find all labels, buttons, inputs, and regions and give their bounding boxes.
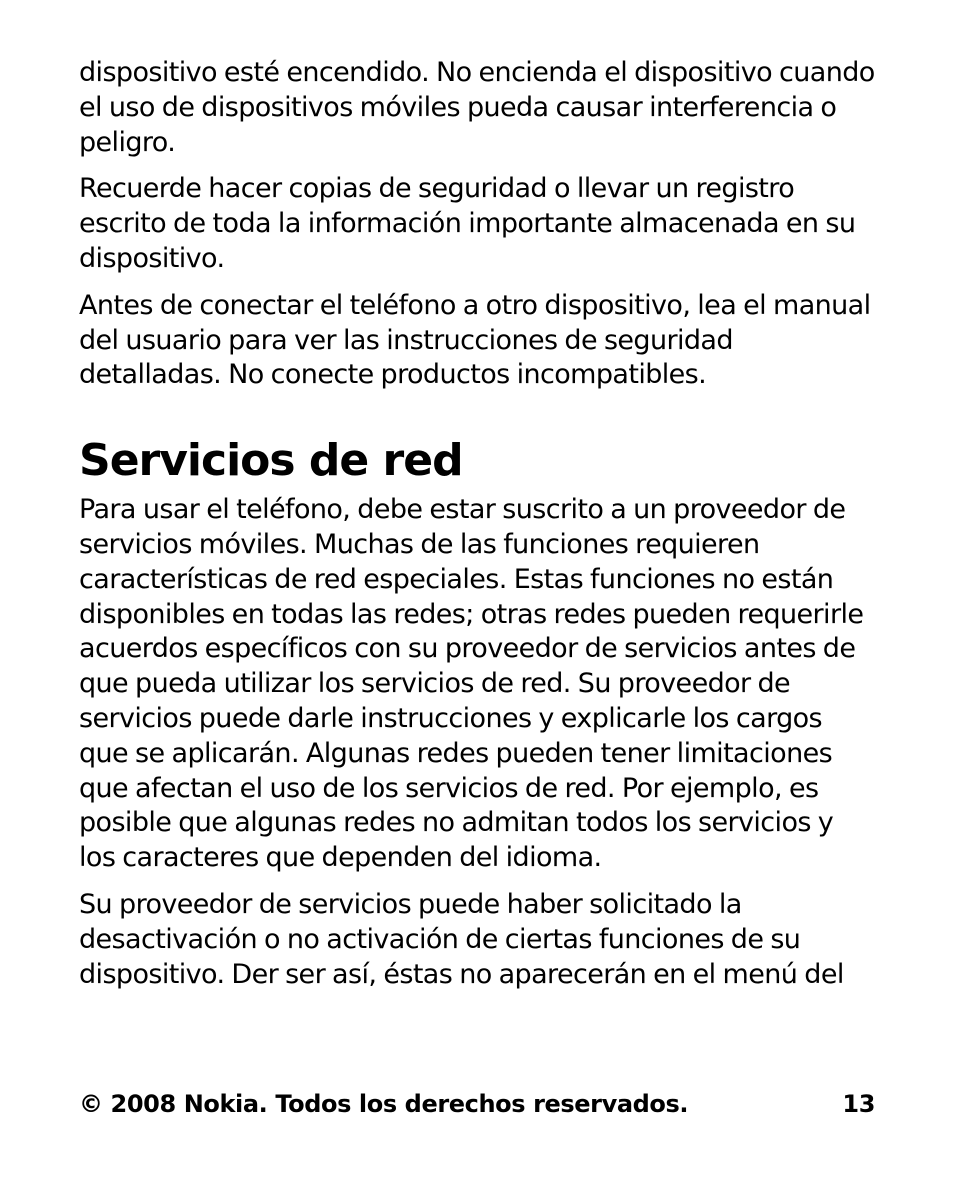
paragraph-network-services: Para usar el teléfono, debe estar suscrito a un proveedor de servicios móviles. Muchas de las funciones requieren características de red especiales. Estas funciones no están disponibles en todas las redes; otras redes pueden requerirle acuerdos específicos con su proveedor de servicios antes de que pueda utilizar los servicios de red. Su proveedor de servicios puede darle instrucciones y explicarle los cargos que se aplicarán. Algunas redes pueden tener limitaciones que afectan el uso de los servicios de red. Por ejemplo, es posible que algunas redes no admitan todos los servicios y los caracteres que dependen del idioma.	[79, 494, 864, 874]
page-footer	[79, 1090, 875, 1118]
section-heading: Servicios de red	[79, 435, 463, 487]
page-content	[79, 56, 875, 1004]
paragraph-power-on: dispositivo esté encendido. No encienda el dispositivo cuando el uso de dispositivos móviles pueda causar interferencia o peligro.	[79, 57, 875, 158]
page-number: 13	[842, 1090, 875, 1118]
paragraph-backup: Recuerde hacer copias de seguridad o llevar un registro escrito de toda la información importante almacenada en su dispositivo.	[79, 173, 856, 274]
paragraph-provider-features: Su proveedor de servicios puede haber solicitado la desactivación o no activación de ciertas funciones de su dispositivo. Der ser así, éstas no aparecerán en el menú del	[79, 888, 844, 990]
copyright-notice: © 2008 Nokia. Todos los derechos reservados.	[79, 1090, 689, 1118]
paragraph-connect: Antes de conectar el teléfono a otro dispositivo, lea el manual del usuario para ver las instrucciones de seguridad detalladas. No conecte productos incompatibles.	[79, 289, 871, 391]
